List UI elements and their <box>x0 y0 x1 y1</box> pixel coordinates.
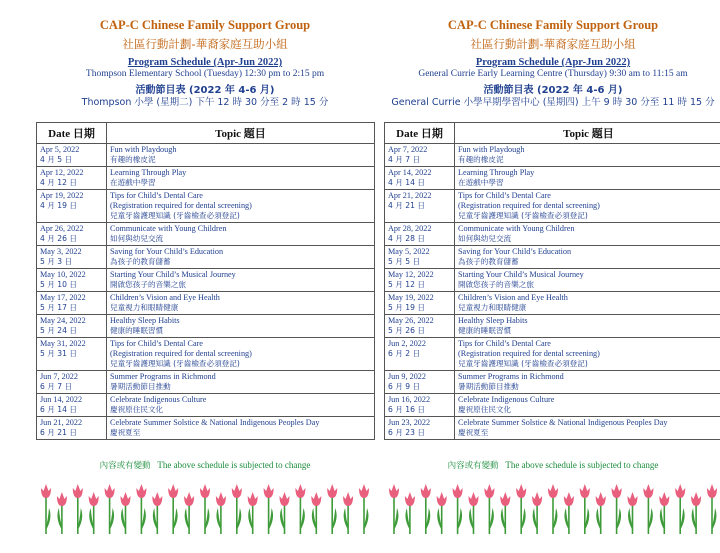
date-en: Jun 21, 2022 <box>40 418 83 427</box>
table-row <box>37 338 375 371</box>
date-zh: 4 月 7 日 <box>388 155 421 164</box>
tulip-icon <box>580 484 590 534</box>
topic-en: Fun with Playdough <box>110 145 177 154</box>
date-cell <box>37 246 107 269</box>
table-row <box>385 292 720 315</box>
date-en: May 24, 2022 <box>40 316 86 325</box>
table-row <box>385 246 720 269</box>
date-en: May 17, 2022 <box>40 293 86 302</box>
table-row <box>37 371 375 394</box>
tulip-icon <box>359 484 369 534</box>
table-row <box>385 190 720 223</box>
date-cell <box>385 269 455 292</box>
tulip-icon <box>659 492 669 534</box>
tulip-icon <box>453 484 463 534</box>
topic-zh: 在遊戲中學習 <box>458 178 504 187</box>
topic-zh: 兒童牙齒護理知識 (牙齒檢查必須登記) <box>110 211 240 220</box>
topic-cell <box>107 190 375 223</box>
date-en: Jun 14, 2022 <box>40 395 83 404</box>
topic-cell <box>107 292 375 315</box>
date-cell <box>385 292 455 315</box>
table-body <box>385 144 720 440</box>
topic-en: Celebrate Indigenous Culture <box>458 395 555 404</box>
topic-cell <box>455 223 720 246</box>
topic-zh: 慶祝原住民文化 <box>458 405 512 414</box>
date-column-header: Date 日期 <box>385 123 455 144</box>
date-cell <box>385 246 455 269</box>
tulip-icon <box>343 492 353 534</box>
topic-en: Tips for Child’s Dental Care <box>458 191 551 200</box>
tulip-icon <box>564 492 574 534</box>
topic-en: Tips for Child’s Dental Care <box>110 339 203 348</box>
schedule-title-zh: 活動節目表 (2022 年 4-6 月) <box>135 85 275 96</box>
date-zh: 4 月 28 日 <box>388 234 425 243</box>
date-en: May 5, 2022 <box>388 247 430 256</box>
topic-en: Learning Through Play <box>458 168 535 177</box>
topic-cell <box>107 338 375 371</box>
table-row <box>385 417 720 440</box>
topic-en: Starting Your Child’s Musical Journey <box>110 270 236 279</box>
topic-cell <box>455 292 720 315</box>
topic-zh: 開啟您孩子的音樂之旅 <box>110 280 186 289</box>
tulip-icon <box>295 484 305 534</box>
topic-en: Summer Programs in Richmond <box>458 372 564 381</box>
table-row <box>385 338 720 371</box>
org-title-zh: 社區行動計劃-華裔家庭互助小組 <box>122 37 288 51</box>
date-zh: 4 月 21 日 <box>388 201 425 210</box>
date-en: May 26, 2022 <box>388 316 434 325</box>
topic-zh: 如何與幼兒交流 <box>458 234 512 243</box>
topic-zh: 兒童牙齒護理知識 (牙齒檢查必須登記) <box>110 359 240 368</box>
date-en: Apr 26, 2022 <box>40 224 84 233</box>
date-zh: 4 月 14 日 <box>388 178 425 187</box>
date-en: Jun 2, 2022 <box>388 339 426 348</box>
location-en: General Currie Early Learning Centre (Thursday) 9:30 am to 11:15 am <box>418 69 688 79</box>
date-cell <box>37 338 107 371</box>
tulip-icon <box>232 484 242 534</box>
topic-zh: 為孩子的教育儲蓄 <box>458 257 519 266</box>
tulip-icon <box>41 484 51 534</box>
date-en: May 31, 2022 <box>40 339 86 348</box>
table-row <box>37 315 375 338</box>
tulip-icon <box>184 492 194 534</box>
date-zh: 5 月 12 日 <box>388 280 425 289</box>
topic-en: Fun with Playdough <box>458 145 525 154</box>
topic-zh: 暑期活動節目推動 <box>458 382 519 391</box>
topic-note-en: (Registration required for dental screening) <box>458 201 600 210</box>
date-cell <box>37 417 107 440</box>
tulip-icon <box>327 484 337 534</box>
date-en: May 3, 2022 <box>40 247 82 256</box>
tulip-icon <box>200 484 210 534</box>
tulip-border <box>38 478 372 536</box>
topic-cell <box>455 246 720 269</box>
date-cell <box>37 190 107 223</box>
tulip-icon <box>628 492 638 534</box>
tulip-icon <box>280 492 290 534</box>
topic-cell <box>107 223 375 246</box>
date-cell <box>385 144 455 167</box>
table-row <box>37 223 375 246</box>
tulip-icon <box>707 484 717 534</box>
table-header-row <box>385 123 720 144</box>
date-zh: 6 月 2 日 <box>388 349 421 358</box>
date-zh: 4 月 26 日 <box>40 234 77 243</box>
table-row <box>37 246 375 269</box>
date-zh: 6 月 23 日 <box>388 428 425 437</box>
date-en: May 19, 2022 <box>388 293 434 302</box>
topic-zh: 有趣的橡皮泥 <box>458 155 504 164</box>
date-column-header: Date 日期 <box>37 123 107 144</box>
topic-cell <box>455 144 720 167</box>
table-header-row <box>37 123 375 144</box>
location-zh: Thompson 小學 (星期二) 下午 12 時 30 分至 2 時 15 分 <box>81 97 329 108</box>
table-row <box>37 269 375 292</box>
date-cell <box>37 292 107 315</box>
date-en: Apr 19, 2022 <box>40 191 84 200</box>
tulip-icon <box>168 484 178 534</box>
table-row <box>385 394 720 417</box>
date-zh: 5 月 26 日 <box>388 326 425 335</box>
date-en: Apr 28, 2022 <box>388 224 432 233</box>
date-cell <box>37 144 107 167</box>
table-row <box>385 144 720 167</box>
topic-en: Tips for Child’s Dental Care <box>458 339 551 348</box>
org-title-en: CAP-C Chinese Family Support Group <box>99 18 311 32</box>
date-zh: 4 月 5 日 <box>40 155 73 164</box>
date-cell <box>385 417 455 440</box>
topic-en: Children’s Vision and Eye Health <box>458 293 568 302</box>
tulip-icon <box>89 492 99 534</box>
topic-en: Communicate with Young Children <box>458 224 575 233</box>
topic-cell <box>107 371 375 394</box>
date-cell <box>385 338 455 371</box>
date-zh: 6 月 16 日 <box>388 405 425 414</box>
topic-note-en: (Registration required for dental screening) <box>110 349 252 358</box>
topic-zh: 健康的睡眠習慣 <box>110 326 164 335</box>
table-row <box>37 190 375 223</box>
tulip-icon <box>421 484 431 534</box>
tulip-icon <box>389 484 399 534</box>
date-cell <box>37 315 107 338</box>
topic-en: Saving for Your Child’s Education <box>110 247 224 256</box>
topic-cell <box>107 246 375 269</box>
date-en: Apr 21, 2022 <box>388 191 432 200</box>
tulip-icon <box>596 492 606 534</box>
note-en: The above schedule is subjected to change <box>157 460 311 470</box>
topic-en: Tips for Child’s Dental Care <box>110 191 203 200</box>
topic-en: Summer Programs in Richmond <box>110 372 216 381</box>
date-en: Apr 7, 2022 <box>388 145 428 154</box>
tulip-icon <box>612 484 622 534</box>
topic-cell <box>455 371 720 394</box>
tulip-icon <box>469 492 479 534</box>
topic-cell <box>455 315 720 338</box>
location-en: Thompson Elementary School (Tuesday) 12:30 pm to 2:15 pm <box>85 69 325 79</box>
table-row <box>385 269 720 292</box>
tulip-icon <box>437 492 447 534</box>
tulip-icon <box>643 484 653 534</box>
topic-zh: 暑期活動節目推動 <box>110 382 171 391</box>
date-zh: 6 月 7 日 <box>40 382 73 391</box>
table-body <box>37 144 375 440</box>
tulip-icon <box>136 484 146 534</box>
topic-en: Healthy Sleep Habits <box>458 316 528 325</box>
date-cell <box>37 269 107 292</box>
date-cell <box>385 190 455 223</box>
date-cell <box>37 223 107 246</box>
tulip-icon <box>73 484 83 534</box>
tulip-icon <box>216 492 226 534</box>
topic-cell <box>455 394 720 417</box>
schedule-title-en: Program Schedule (Apr-Jun 2022) <box>127 57 283 68</box>
topic-note-en: (Registration required for dental screening) <box>458 349 600 358</box>
date-en: May 12, 2022 <box>388 270 434 279</box>
date-en: May 10, 2022 <box>40 270 86 279</box>
tulip-border <box>386 478 720 536</box>
tulip-icon <box>691 492 701 534</box>
schedule-table <box>384 122 720 440</box>
date-zh: 6 月 21 日 <box>40 428 77 437</box>
tulip-icon <box>548 484 558 534</box>
topic-cell <box>107 417 375 440</box>
date-en: Apr 12, 2022 <box>40 168 84 177</box>
date-cell <box>385 223 455 246</box>
table-row <box>385 223 720 246</box>
note-en: The above schedule is subjected to change <box>505 460 659 470</box>
tulip-icon <box>105 484 115 534</box>
table-row <box>385 371 720 394</box>
tulip-icon <box>264 484 274 534</box>
topic-zh: 開啟您孩子的音樂之旅 <box>458 280 534 289</box>
topic-zh: 為孩子的教育儲蓄 <box>110 257 171 266</box>
topic-zh: 慶祝夏至 <box>458 428 489 437</box>
schedule-title-en: Program Schedule (Apr-Jun 2022) <box>475 57 631 68</box>
topic-en: Children’s Vision and Eye Health <box>110 293 220 302</box>
date-cell <box>385 167 455 190</box>
tulip-icon <box>500 492 510 534</box>
table-row <box>385 167 720 190</box>
topic-en: Learning Through Play <box>110 168 187 177</box>
topic-zh: 兒童視力和眼睛健康 <box>110 303 179 312</box>
date-zh: 5 月 17 日 <box>40 303 77 312</box>
topic-cell <box>455 190 720 223</box>
topic-note-en: (Registration required for dental screening) <box>110 201 252 210</box>
table-row <box>37 394 375 417</box>
table-row <box>37 144 375 167</box>
topic-cell <box>107 144 375 167</box>
date-en: Jun 9, 2022 <box>388 372 426 381</box>
topic-en: Celebrate Summer Solstice & National Indigenous Peoples Day <box>458 418 668 427</box>
table-row <box>37 417 375 440</box>
org-title-en: CAP-C Chinese Family Support Group <box>447 18 659 32</box>
tulip-icon <box>532 492 542 534</box>
date-cell <box>385 394 455 417</box>
topic-zh: 兒童視力和眼睛健康 <box>458 303 527 312</box>
table-row <box>385 315 720 338</box>
date-zh: 6 月 9 日 <box>388 382 421 391</box>
table-row <box>37 167 375 190</box>
date-en: Jun 7, 2022 <box>40 372 78 381</box>
schedule-note <box>36 459 374 471</box>
topic-en: Communicate with Young Children <box>110 224 227 233</box>
date-en: Jun 23, 2022 <box>388 418 431 427</box>
topic-en: Starting Your Child’s Musical Journey <box>458 270 584 279</box>
topic-en: Saving for Your Child’s Education <box>458 247 572 256</box>
tulip-icon <box>405 492 415 534</box>
topic-column-header: Topic 題目 <box>107 123 375 144</box>
tulip-icon <box>675 484 685 534</box>
tulip-icon <box>516 484 526 534</box>
date-en: Apr 5, 2022 <box>40 145 80 154</box>
topic-cell <box>107 394 375 417</box>
date-en: Jun 16, 2022 <box>388 395 431 404</box>
date-zh: 5 月 10 日 <box>40 280 77 289</box>
location-zh: General Currie 小學早期學習中心 (星期四) 上午 9 時 30 分至 11 時 15 分 <box>391 97 715 108</box>
tulip-icon <box>248 492 258 534</box>
topic-column-header: Topic 題目 <box>455 123 720 144</box>
topic-cell <box>455 167 720 190</box>
topic-cell <box>455 338 720 371</box>
date-zh: 5 月 31 日 <box>40 349 77 358</box>
date-zh: 5 月 19 日 <box>388 303 425 312</box>
topic-cell <box>107 269 375 292</box>
topic-cell <box>107 167 375 190</box>
topic-zh: 在遊戲中學習 <box>110 178 156 187</box>
schedule-title-zh: 活動節目表 (2022 年 4-6 月) <box>483 85 623 96</box>
topic-zh: 如何與幼兒交流 <box>110 234 164 243</box>
schedule-table <box>36 122 375 440</box>
topic-cell <box>107 315 375 338</box>
topic-en: Celebrate Summer Solstice & National Indigenous Peoples Day <box>110 418 320 427</box>
date-cell <box>37 371 107 394</box>
topic-cell <box>455 417 720 440</box>
topic-zh: 兒童牙齒護理知識 (牙齒檢查必須登記) <box>458 211 588 220</box>
tulip-icon <box>121 492 131 534</box>
tulip-icon <box>484 484 494 534</box>
date-zh: 4 月 12 日 <box>40 178 77 187</box>
topic-cell <box>455 269 720 292</box>
topic-zh: 兒童牙齒護理知識 (牙齒檢查必須登記) <box>458 359 588 368</box>
note-zh: 內容或有變動 <box>447 461 499 471</box>
topic-zh: 健康的睡眠習慣 <box>458 326 512 335</box>
note-zh: 內容或有變動 <box>99 461 151 471</box>
table-row <box>37 292 375 315</box>
date-zh: 4 月 19 日 <box>40 201 77 210</box>
date-zh: 6 月 14 日 <box>40 405 77 414</box>
schedule-note <box>384 459 720 471</box>
date-cell <box>37 167 107 190</box>
org-title-zh: 社區行動計劃-華裔家庭互助小組 <box>470 37 636 51</box>
date-cell <box>37 394 107 417</box>
date-zh: 5 月 24 日 <box>40 326 77 335</box>
tulip-icon <box>57 492 67 534</box>
date-zh: 5 月 5 日 <box>388 257 421 266</box>
date-cell <box>385 315 455 338</box>
date-cell <box>385 371 455 394</box>
topic-en: Healthy Sleep Habits <box>110 316 180 325</box>
topic-en: Celebrate Indigenous Culture <box>110 395 207 404</box>
topic-zh: 慶祝夏至 <box>110 428 141 437</box>
topic-zh: 慶祝原住民文化 <box>110 405 164 414</box>
topic-zh: 有趣的橡皮泥 <box>110 155 156 164</box>
date-en: Apr 14, 2022 <box>388 168 432 177</box>
tulip-icon <box>311 492 321 534</box>
tulip-icon <box>152 492 162 534</box>
date-zh: 5 月 3 日 <box>40 257 73 266</box>
